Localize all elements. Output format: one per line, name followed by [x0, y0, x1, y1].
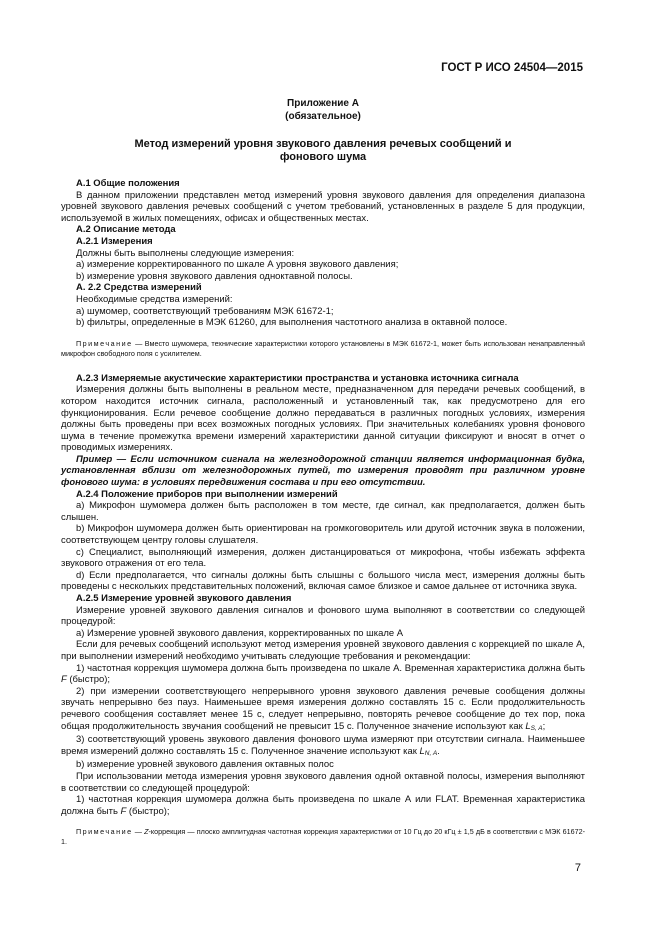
a3-text: 3) соответствующий уровень звукового давления фонового шума измеряют при отсутствии сигнала. Наименьшее время измерений должно составлять 15 с. Полученное значение используют как [61, 734, 585, 757]
a1-text: 1) частотная коррекция шумомера должна быть произведена по шкале А. Временная характеристика должна быть [76, 662, 585, 674]
section-a25-item-a-text: Если для речевых сообщений используют метод измерения уровней звукового давления с коррекцией по шкале А, при выполнении измерений необходимо учитывать следующие требования и рекомендации: [61, 639, 585, 662]
a3-text-end: . [437, 745, 440, 757]
section-a25-item-a2 [61, 686, 585, 734]
b1-text-end: (быстро); [126, 805, 170, 817]
section-a25-item-a3 [61, 734, 585, 759]
section-a22-heading: А. 2.2 Средства измерений [76, 282, 202, 294]
a2-l-subscript: S, A [530, 724, 543, 732]
a1-text-end: (быстро); [66, 674, 111, 686]
section-a25-item-a: a) Измерение уровней звукового давления, корректированных по шкале А [76, 627, 404, 639]
annex-title-line1: Метод измерений уровня звукового давления речевых сообщений и [134, 138, 512, 150]
a2-text: 2) при измерении соответствующего непрерывного уровня звукового давления речевые сообщения должны звучать непрерывно без пауз. Наименьшее время измерения должно составлять 15 с. Если продолжительность речевого сообщения составляет менее 15 с, следует непрерывно, повторять речевое сообщение до тех пор, пока общая продолжительность звучания сообщений не превысит 15 с. Полученное значение используют как [61, 685, 585, 732]
a3-l-subscript: N, A [424, 749, 438, 757]
page-number: 7 [574, 862, 581, 874]
section-a21-text: Должны быть выполнены следующие измерения: [76, 247, 295, 259]
section-a21-item-b: b) измерение уровня звукового давления одноктавной полосы. [76, 270, 353, 282]
section-a25-heading: А.2.5 Измерение уровней звукового давления [76, 593, 292, 604]
a2-l-symbol: L [525, 720, 531, 732]
document-body [61, 98, 585, 861]
note-2-dash: — [132, 827, 145, 837]
section-a25-text: Измерение уровней звукового давления сигналов и фонового шума выполняют в соответствии со следующей процедурой: [61, 604, 585, 628]
b1-text: 1) частотная коррекция шумомера должна быть произведена по шкале А или FLAT. Временная характеристика должна быть [61, 794, 585, 817]
note-1-label: Примечание [76, 338, 133, 348]
note-2-label: Примечание [76, 827, 133, 837]
section-a22-text: Необходимые средства измерений: [76, 293, 233, 305]
section-a24-item-d: d) Если предполагается, что сигналы должны быть слышны с большого числа мест, измерения должны быть проведены с нескольких представительных положений, включая самое близкое и самое дальнее от источника звука. [61, 569, 585, 593]
section-a25-item-a1 [61, 663, 585, 686]
section-a21-item-a: a) измерение корректированного по шкале А уровня звукового давления; [76, 259, 399, 271]
standard-header: ГОСТ Р ИСО 24504—2015 [441, 62, 583, 74]
section-a23-heading: А.2.3 Измеряемые акустические характеристики пространства и установка источника сигнала [76, 372, 519, 384]
a2-text-end: ; [542, 720, 546, 732]
example-text: Пример — Если источником сигнала на железнодорожной станции является информационная будка, установленная вблизи от железнодорожных путей, то измерения проводят при различном уровне фонового шума: в условиях передвижения состава и при его отсутствии. [61, 453, 585, 489]
note-2 [61, 827, 585, 847]
section-a24-heading: А.2.4 Положение приборов при выполнении измерений [76, 488, 338, 500]
section-a22-item-b: b) фильтры, определенные в МЭК 61260, для выполнения частотного анализа в октавной полосе. [76, 317, 508, 329]
section-a24-item-c: c) Специалист, выполняющий измерения, должен дистанцироваться от микрофона, чтобы избежать эффекта звукового отражения от его тела. [61, 546, 585, 570]
annex-title-line2: фонового шума [279, 151, 367, 163]
section-a2-heading: А.2 Описание метода [76, 224, 176, 236]
note-1 [61, 339, 585, 359]
annex-label: Приложение А [287, 98, 359, 109]
section-a25-item-b: b) измерение уровней звукового давления октавных полос [76, 759, 334, 771]
a3-l-symbol: L [419, 745, 425, 757]
note-2-text: -коррекция — плоско амплитудная частотная коррекция характеристики от 10 Гц до 20 кГц ± 1,5 дБ в соответствии с МЭК 61672-1. [61, 827, 585, 847]
section-a1-heading: А.1 Общие положения [76, 178, 180, 189]
a1-f-symbol: F [61, 674, 67, 686]
section-a25-item-b-text: При использовании метода измерения уровня звукового давления одной октавной полосы, измерения выполняют в соответствии со следующей процедурой: [61, 770, 585, 794]
section-a23-text: Измерения должны быть выполнены в реальном месте, предназначенном для передачи речевых сообщений, в котором находится источник сигнала, расположенный и установленный так, как предусмотрено для его функционирования. Если речевое сообщение должно передаваться в различных погодных условиях, измерения должны быть проведены при всех возможных погодных условиях. При значительных колебаниях уровня фонового шума в течение промежутка времени измерений характеристики данной ситуации фиксируют и вносят в отчет о проводимых измерениях. [61, 384, 585, 454]
annex-status: (обязательное) [285, 110, 361, 122]
note-1-text: — Вместо шумомера, технические характеристики которого установлены в МЭК 61672-1, может быть использован ненаправленный микрофон свободного поля с усилителем. [61, 338, 585, 358]
section-a24-item-a: a) Микрофон шумомера должен быть расположен в том месте, где сигнал, как предполагается, должен быть слышен. [61, 500, 585, 523]
section-a25-item-b1 [61, 794, 585, 817]
b1-f-symbol: F [120, 805, 127, 817]
annex-title [61, 138, 585, 164]
section-a21-heading: А.2.1 Измерения [76, 235, 153, 247]
section-a22-item-a: a) шумомер, соответствующий требованиям МЭК 61672-1; [76, 305, 334, 317]
section-a24-item-b: b) Микрофон шумомера должен быть ориентирован на громкоговоритель или другой источник звука в положении, соответствующем центру головы слушателя. [61, 523, 585, 547]
section-a1-text: В данном приложении представлен метод измерений уровня звукового давления для определения диапазона уровней звукового давления речевых сообщений с учетом требований, установленных в разделе 5 для продукции, используемой в жилых помещениях, офисах и общественных местах. [61, 189, 585, 224]
note-2-z-symbol: Z [144, 827, 149, 837]
